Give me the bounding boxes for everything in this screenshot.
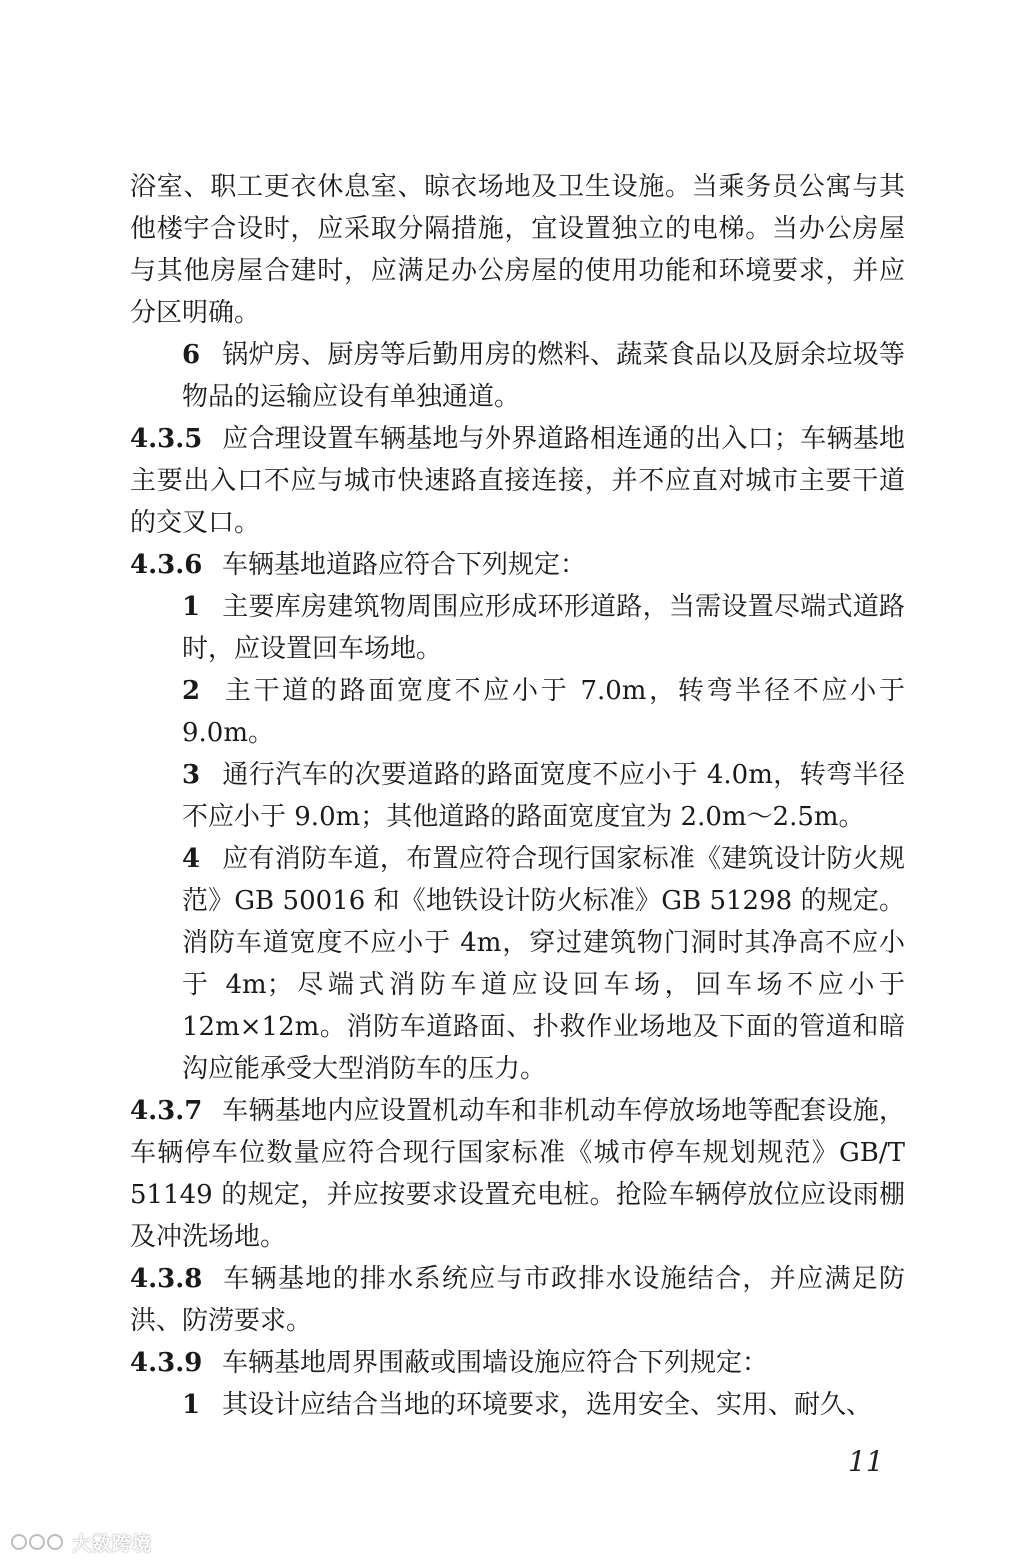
clause-number: 4.3.5 bbox=[130, 424, 203, 454]
paragraph-text: 车辆基地周界围蔽或围墙设施应符合下列规定： bbox=[222, 1348, 769, 1378]
item-number: 1 bbox=[182, 1390, 201, 1420]
item-number: 3 bbox=[182, 760, 201, 790]
list-item bbox=[130, 838, 905, 1090]
clause-number: 4.3.6 bbox=[130, 550, 203, 580]
clause-paragraph bbox=[130, 544, 905, 586]
list-item bbox=[130, 586, 905, 670]
paragraph-text: 主要库房建筑物周围应形成环形道路，当需设置尽端式道路时，应设置回车场地。 bbox=[182, 592, 905, 664]
clause-number: 4.3.9 bbox=[130, 1348, 203, 1378]
watermark bbox=[10, 1528, 152, 1556]
clause-paragraph bbox=[130, 1342, 905, 1384]
paragraph-text: 车辆基地道路应符合下列规定： bbox=[222, 550, 587, 580]
list-item bbox=[130, 754, 905, 838]
paragraph-text: 车辆基地的排水系统应与市政排水设施结合，并应满足防洪、防涝要求。 bbox=[130, 1264, 905, 1336]
text-paragraph bbox=[130, 166, 905, 334]
clause-paragraph bbox=[130, 1090, 905, 1258]
document-body bbox=[130, 166, 905, 1426]
paragraph-text: 主干道的路面宽度不应小于 7.0m，转弯半径不应小于 9.0m。 bbox=[182, 676, 905, 748]
paragraph-text: 应有消防车道，布置应符合现行国家标准《建筑设计防火规范》GB 50016 和《地铁设计防火标准》GB 51298 的规定。消防车道宽度不应小于 4m，穿过建筑物门洞时其净高不应小于 4m；尽端式消防车道应设回车场，回车场不应小于 12m×12m。消防车道路面、扑救作业场地及下面的管道和暗沟应能承受大型消防车的压力。 bbox=[182, 844, 905, 1084]
list-item bbox=[130, 670, 905, 754]
paragraph-text: 浴室、职工更衣休息室、晾衣场地及卫生设施。当乘务员公寓与其他楼宇合设时，应采取分隔措施，宜设置独立的电梯。当办公房屋与其他房屋合建时，应满足办公房屋的使用功能和环境要求，并应分区明确。 bbox=[130, 172, 905, 328]
paragraph-text: 锅炉房、厨房等后勤用房的燃料、蔬菜食品以及厨余垃圾等物品的运输应设有单独通道。 bbox=[182, 340, 905, 412]
item-number: 6 bbox=[182, 340, 201, 370]
paragraph-text: 应合理设置车辆基地与外界道路相连通的出入口；车辆基地主要出入口不应与城市快速路直接连接，并不应直对城市主要干道的交叉口。 bbox=[130, 424, 905, 538]
brand-logo-icon bbox=[10, 1531, 66, 1553]
clause-number: 4.3.7 bbox=[130, 1096, 203, 1126]
paragraph-text: 车辆基地内应设置机动车和非机动车停放场地等配套设施，车辆停车位数量应符合现行国家标准《城市停车规划规范》GB/T 51149 的规定，并应按要求设置充电桩。抢险车辆停放位应设雨棚及冲洗场地。 bbox=[130, 1096, 905, 1252]
page-number: 11 bbox=[848, 1445, 884, 1478]
item-number: 1 bbox=[182, 592, 201, 622]
list-item bbox=[130, 334, 905, 418]
list-item bbox=[130, 1384, 905, 1426]
item-number: 2 bbox=[182, 676, 201, 706]
paragraph-text: 其设计应结合当地的环境要求，选用安全、实用、耐久、 bbox=[222, 1390, 873, 1420]
paragraph-text: 通行汽车的次要道路的路面宽度不应小于 4.0m，转弯半径不应小于 9.0m；其他道路的路面宽度宜为 2.0m～2.5m。 bbox=[182, 760, 905, 832]
watermark-text: 大数跨境 bbox=[72, 1532, 153, 1555]
item-number: 4 bbox=[182, 844, 201, 874]
clause-paragraph bbox=[130, 1258, 905, 1342]
clause-paragraph bbox=[130, 418, 905, 544]
clause-number: 4.3.8 bbox=[130, 1264, 203, 1294]
